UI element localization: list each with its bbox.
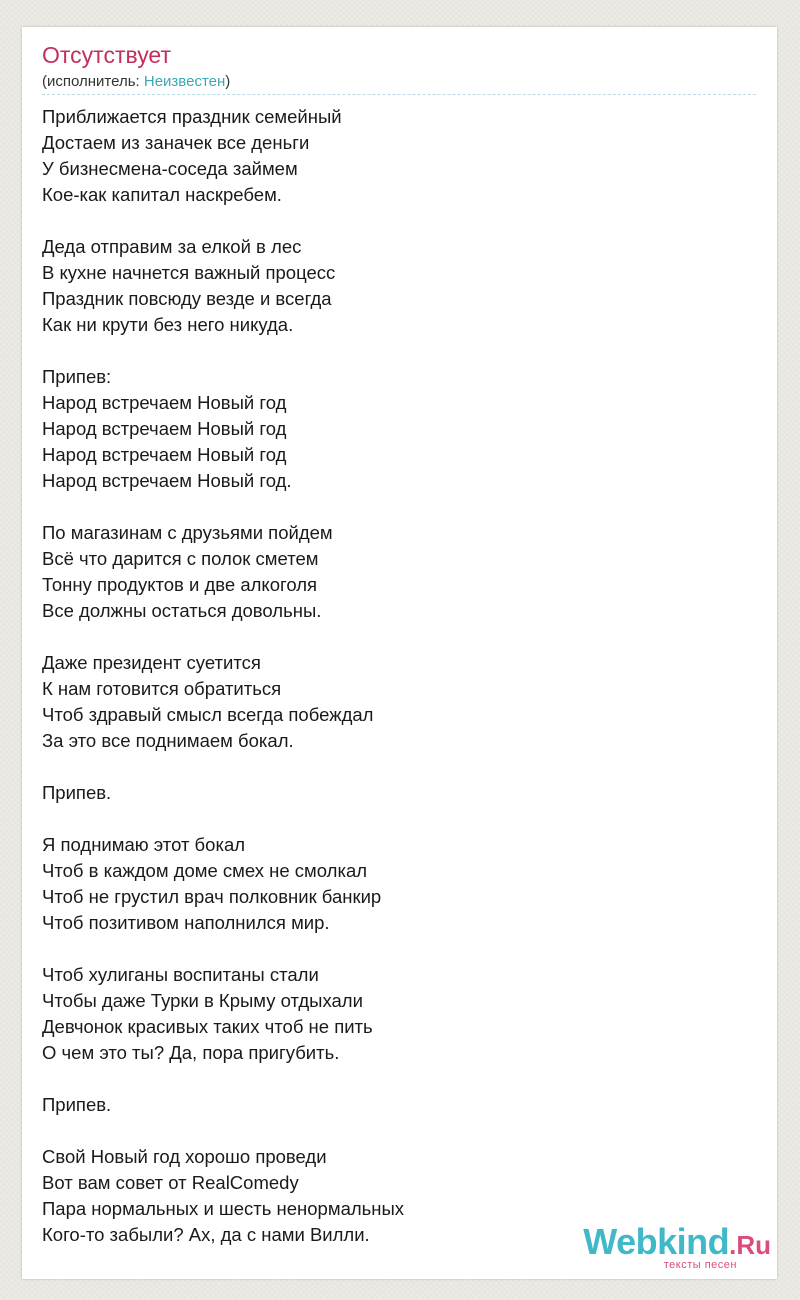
artist-line xyxy=(42,73,230,90)
logo-main-text: Webkind xyxy=(583,1221,730,1262)
lyric-line xyxy=(42,338,404,364)
lyric-line: За это все поднимаем бокал. xyxy=(42,730,294,751)
lyrics-text xyxy=(42,104,404,1248)
lyric-line: Чтоб хулиганы воспитаны стали xyxy=(42,964,319,985)
lyric-line: Все должны остаться довольны. xyxy=(42,600,322,621)
lyric-line: Чтоб здравый смысл всегда побеждал xyxy=(42,704,374,725)
lyric-line xyxy=(42,1066,404,1092)
lyric-line: Народ встречаем Новый год xyxy=(42,418,287,439)
lyric-line: По магазинам с друзьями пойдем xyxy=(42,522,333,543)
lyric-line xyxy=(42,208,404,234)
lyric-line: Девчонок красивых таких чтоб не пить xyxy=(42,1016,373,1037)
lyric-line: Достаем из заначек все деньги xyxy=(42,132,310,153)
lyric-line: Пара нормальных и шесть ненормальных xyxy=(42,1198,405,1219)
site-logo[interactable] xyxy=(583,1221,771,1269)
lyric-line: Припев. xyxy=(42,782,112,803)
lyric-line: Свой Новый год хорошо проведи xyxy=(42,1146,327,1167)
lyric-line: Народ встречаем Новый год. xyxy=(42,470,292,491)
lyric-line: Праздник повсюду везде и всегда xyxy=(42,288,332,309)
lyric-line: В кухне начнется важный процесс xyxy=(42,262,336,283)
lyric-line: Народ встречаем Новый год xyxy=(42,392,287,413)
lyric-line: Кого-то забыли? Ах, да с нами Вилли. xyxy=(42,1224,370,1245)
artist-prefix: (исполнитель: xyxy=(42,73,144,90)
lyric-line xyxy=(42,806,404,832)
lyric-line: Всё что дарится с полок сметем xyxy=(42,548,319,569)
lyric-line: У бизнесмена-соседа займем xyxy=(42,158,298,179)
lyric-line: Даже президент суетится xyxy=(42,652,261,673)
logo-tld-text: .Ru xyxy=(729,1230,771,1260)
lyric-line: Деда отправим за елкой в лес xyxy=(42,236,302,257)
lyric-line xyxy=(42,494,404,520)
lyric-line: Кое-как капитал наскребем. xyxy=(42,184,282,205)
lyric-line: К нам готовится обратиться xyxy=(42,678,282,699)
artist-suffix: ) xyxy=(225,73,231,90)
lyric-line: Вот вам совет от RealComedy xyxy=(42,1172,299,1193)
lyric-line: Приближается праздник семейный xyxy=(42,106,342,127)
logo-tagline: тексты песен xyxy=(663,1259,737,1271)
lyric-line xyxy=(42,936,404,962)
lyric-line: Припев: xyxy=(42,366,112,387)
lyric-line: Как ни крути без него никуда. xyxy=(42,314,294,335)
lyric-line: Чтоб в каждом доме смех не смолкал xyxy=(42,860,368,881)
lyric-line: Тонну продуктов и две алкоголя xyxy=(42,574,318,595)
lyric-line xyxy=(42,624,404,650)
lyric-line: Я поднимаю этот бокал xyxy=(42,834,246,855)
lyric-line: Чтоб позитивом наполнился мир. xyxy=(42,912,330,933)
lyric-line xyxy=(42,1118,404,1144)
lyric-line xyxy=(42,754,404,780)
lyric-line: О чем это ты? Да, пора пригубить. xyxy=(42,1042,340,1063)
divider xyxy=(42,94,756,95)
lyric-line: Народ встречаем Новый год xyxy=(42,444,287,465)
artist-link[interactable]: Неизвестен xyxy=(143,73,226,90)
lyric-line: Чтобы даже Турки в Крыму отдыхали xyxy=(42,990,363,1011)
lyric-line: Чтоб не грустил врач полковник банкир xyxy=(42,886,382,907)
song-title: Отсутствует xyxy=(42,42,171,68)
lyric-line: Припев. xyxy=(42,1094,112,1115)
lyrics-card xyxy=(22,27,777,1279)
